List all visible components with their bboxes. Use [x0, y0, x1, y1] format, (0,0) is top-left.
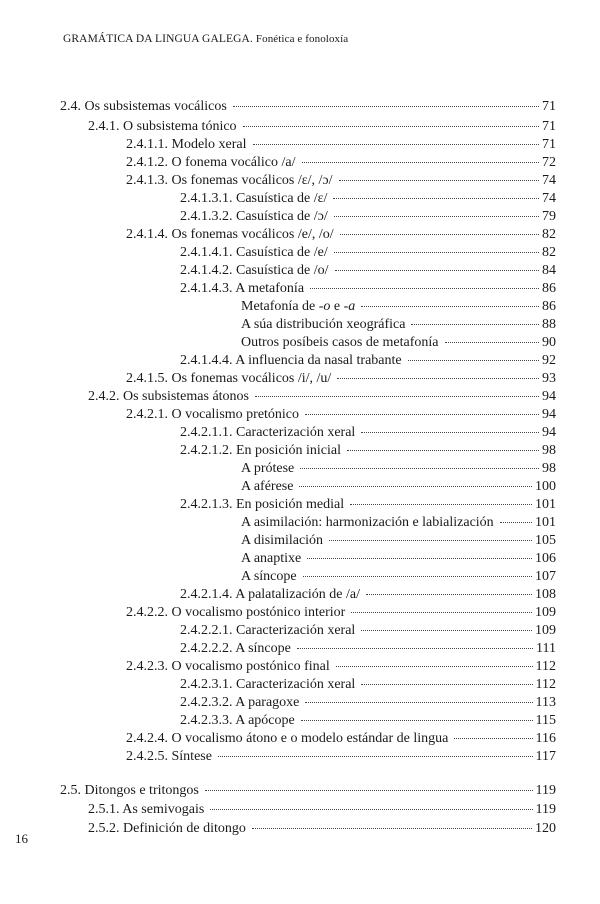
toc-entry-label: 2.4.2.3. O vocalismo postónico final — [126, 659, 330, 674]
toc-entry-label: 2.4.2.2.1. Caracterización xeral — [180, 623, 356, 638]
toc-entry-page: 120 — [535, 821, 556, 836]
running-head-title: GRAMÁTICA DA LINGUA GALEGA. — [63, 33, 253, 45]
toc-entry-page: 71 — [542, 137, 556, 152]
toc-entry-page: 108 — [535, 587, 556, 602]
leader-dots — [411, 324, 539, 325]
toc-entry-page: 86 — [542, 299, 556, 314]
toc-entry-2-4-2-1-4[interactable] — [180, 586, 556, 604]
toc-entry-2-4-2-5[interactable] — [126, 748, 556, 766]
leader-dots — [300, 468, 539, 469]
label-emphasis: -a — [343, 299, 356, 314]
toc-entry-page: 82 — [542, 227, 556, 242]
toc-entry-page: 115 — [535, 713, 556, 728]
leader-dots — [218, 756, 533, 757]
toc-entry-label: 2.4.1.4.4. A influencia da nasal trabante — [180, 353, 402, 368]
toc-entry-label: 2.4. Os subsistemas vocálicos — [60, 99, 227, 114]
toc-entry-label: 2.4.1.3.2. Casuística de /ɔ/ — [180, 209, 328, 224]
toc-entry-page: 101 — [535, 497, 556, 512]
toc-entry-page: 84 — [542, 263, 556, 278]
leader-dots — [233, 106, 539, 107]
toc-entry-2-5-2[interactable] — [88, 820, 556, 838]
toc-entry-page: 92 — [542, 353, 556, 368]
toc-entry-2-4-2-3-1[interactable] — [180, 676, 556, 694]
toc-entry-label: 2.4.1.4.1. Casuística de /e/ — [180, 245, 328, 260]
leader-dots — [329, 540, 532, 541]
toc-entry-page: 117 — [535, 749, 556, 764]
toc-entry-page: 98 — [542, 461, 556, 476]
leader-dots — [334, 252, 539, 253]
toc-entry-page: 90 — [542, 335, 556, 350]
toc-entry-2-4[interactable] — [60, 98, 556, 116]
toc-entry-2-4-1-5[interactable] — [126, 370, 556, 388]
leader-dots — [303, 576, 532, 577]
toc-entry-2-4-2-3[interactable] — [126, 658, 556, 676]
toc-entry-2-4-1-4-3[interactable] — [180, 280, 556, 298]
toc-entry-2-4-2-1-2[interactable] — [180, 442, 556, 460]
toc-entry-page: 88 — [542, 317, 556, 332]
toc-entry-label: 2.4.2. Os subsistemas átonos — [88, 389, 249, 404]
toc-entry-label: 2.4.2.3.2. A paragoxe — [180, 695, 300, 710]
toc-entry-label: A súa distribución xeográfica — [241, 317, 406, 332]
toc-entry-page: 93 — [542, 371, 556, 386]
leader-dots — [302, 162, 539, 163]
toc-entry-label: 2.4.2.1.2. En posición inicial — [180, 443, 341, 458]
toc-entry-page: 116 — [535, 731, 556, 746]
leader-dots — [336, 666, 533, 667]
toc-entry-2-4-2[interactable] — [88, 388, 556, 406]
toc-entry-label: A asimilación: harmonización e labialización — [241, 515, 494, 530]
leader-dots — [334, 216, 539, 217]
leader-dots — [252, 828, 532, 829]
toc-entry-2-4-2-3-2[interactable] — [180, 694, 556, 712]
toc-entry-page: 94 — [542, 389, 556, 404]
toc-entry-distribucion[interactable] — [241, 316, 556, 334]
toc-entry-2-4-2-2-2[interactable] — [180, 640, 556, 658]
toc-entry-page: 74 — [542, 191, 556, 206]
toc-entry-page: 74 — [542, 173, 556, 188]
leader-dots — [305, 414, 539, 415]
leader-dots — [335, 270, 539, 271]
leader-dots — [351, 612, 532, 613]
label-text: e — [333, 299, 341, 314]
toc-entry-2-4-1-4[interactable] — [126, 226, 556, 244]
leader-dots — [366, 594, 532, 595]
leader-dots — [301, 720, 533, 721]
leader-dots — [408, 360, 539, 361]
toc-entry-page: 107 — [535, 569, 556, 584]
toc-entry-disimilacion[interactable] — [241, 532, 556, 550]
toc-entry-label: A aférese — [241, 479, 294, 494]
toc-entry-page: 98 — [542, 443, 556, 458]
leader-dots — [361, 432, 539, 433]
label-text: Metafonía de — [241, 299, 316, 314]
toc-entry-page: 119 — [535, 783, 556, 798]
toc-entry-2-4-2-2[interactable] — [126, 604, 556, 622]
toc-entry-sincope[interactable] — [241, 568, 556, 586]
leader-dots — [255, 396, 539, 397]
toc-entry-page: 82 — [542, 245, 556, 260]
toc-entry-label: 2.4.2.4. O vocalismo átono e o modelo estándar de lingua — [126, 731, 449, 746]
toc-entry-2-4-2-1-1[interactable] — [180, 424, 556, 442]
toc-entry-anaptixe[interactable] — [241, 550, 556, 568]
leader-dots — [333, 198, 539, 199]
running-head-subtitle: Fonética e fonoloxía — [255, 33, 349, 45]
toc-entry-label: 2.5.2. Definición de ditongo — [88, 821, 246, 836]
toc-entry-page: 79 — [542, 209, 556, 224]
leader-dots — [253, 144, 539, 145]
toc-entry-label: 2.4.1.3.1. Casuística de /ɛ/ — [180, 191, 328, 206]
toc-entry-2-4-1-4-1[interactable] — [180, 244, 556, 262]
toc-entry-metafonia-o-a[interactable] — [241, 298, 556, 316]
toc-entry-2-5-1[interactable] — [88, 801, 556, 819]
toc-entry-asimilacion[interactable] — [241, 514, 556, 532]
toc-entry-2-4-1-4-2[interactable] — [180, 262, 556, 280]
toc-entry-label: 2.4.2.2. O vocalismo postónico interior — [126, 605, 346, 620]
toc-entry-page: 112 — [535, 677, 556, 692]
toc-entry-label: 2.4.1.4. Os fonemas vocálicos /e/, /o/ — [126, 227, 334, 242]
toc-entry-2-4-2-1-3[interactable] — [180, 496, 556, 514]
toc-entry-label: 2.4.2.1.3. En posición medial — [180, 497, 345, 512]
toc-entry-page: 119 — [535, 802, 556, 817]
toc-entry-page: 106 — [535, 551, 556, 566]
toc-entry-label: A disimilación — [241, 533, 324, 548]
label-emphasis: -o — [318, 299, 331, 314]
toc-entry-label: 2.5. Ditongos e tritongos — [60, 783, 199, 798]
toc-entry-2-4-1-4-4[interactable] — [180, 352, 556, 370]
leader-dots — [310, 288, 539, 289]
toc-entry-2-4-2-4[interactable] — [126, 730, 556, 748]
toc-entry-label: A anaptixe — [241, 551, 302, 566]
leader-dots — [243, 126, 539, 127]
toc-entry-2-4-2-2-1[interactable] — [180, 622, 556, 640]
toc-entry-outros-casos[interactable] — [241, 334, 556, 352]
leader-dots — [337, 378, 539, 379]
toc-entry-page: 112 — [535, 659, 556, 674]
toc-entry-label: 2.4.1.1. Modelo xeral — [126, 137, 247, 152]
toc-entry-label: 2.4.1.4.2. Casuística de /o/ — [180, 263, 329, 278]
leader-dots — [361, 306, 539, 307]
toc-entry-protese[interactable] — [241, 460, 556, 478]
leader-dots — [205, 790, 533, 791]
toc-entry-label: 2.4.1.4.3. A metafonía — [180, 281, 305, 296]
leader-dots — [339, 180, 539, 181]
toc-entry-aferese[interactable] — [241, 478, 556, 496]
toc-entry-page: 71 — [542, 99, 556, 114]
toc-entry-2-4-1-3-2[interactable] — [180, 208, 556, 226]
toc-entry-page: 94 — [542, 407, 556, 422]
leader-dots — [305, 702, 532, 703]
leader-dots — [361, 630, 532, 631]
toc-entry-page: 100 — [535, 479, 556, 494]
toc-entry-label: 2.4.1. O subsistema tónico — [88, 119, 237, 134]
leader-dots — [445, 342, 539, 343]
toc-entry-page: 86 — [542, 281, 556, 296]
toc-entry-label: 2.4.2.1. O vocalismo pretónico — [126, 407, 300, 422]
toc-entry-label: 2.4.2.3.1. Caracterización xeral — [180, 677, 356, 692]
leader-dots — [340, 234, 539, 235]
toc-entry-2-4-1-1[interactable] — [126, 136, 556, 154]
leader-dots — [500, 522, 532, 523]
toc-entry-page: 71 — [542, 119, 556, 134]
toc-entry-label: A prótese — [241, 461, 295, 476]
leader-dots — [361, 684, 532, 685]
toc-entry-label: 2.4.2.1.1. Caracterización xeral — [180, 425, 356, 440]
page-number: 16 — [15, 831, 28, 846]
toc-entry-page: 109 — [535, 623, 556, 638]
toc-entry-page: 94 — [542, 425, 556, 440]
toc-entry-label: 2.4.2.3.3. A apócope — [180, 713, 295, 728]
toc-entry-page: 111 — [536, 641, 556, 656]
toc-entry-page: 109 — [535, 605, 556, 620]
toc-entry-page: 72 — [542, 155, 556, 170]
toc-entry-2-4-1[interactable] — [88, 118, 556, 136]
toc-entry-page: 101 — [535, 515, 556, 530]
toc-entry-page: 113 — [535, 695, 556, 710]
leader-dots — [307, 558, 532, 559]
leader-dots — [297, 648, 533, 649]
toc-entry-2-4-1-3-1[interactable] — [180, 190, 556, 208]
toc-entry-label: 2.4.2.5. Síntese — [126, 749, 212, 764]
running-head — [63, 33, 348, 45]
toc-entry-2-4-2-3-3[interactable] — [180, 712, 556, 730]
toc-entry-label: 2.4.1.3. Os fonemas vocálicos /ɛ/, /ɔ/ — [126, 173, 333, 188]
toc-entry-label: 2.4.2.1.4. A palatalización de /a/ — [180, 587, 361, 602]
toc-entry-2-4-2-1[interactable] — [126, 406, 556, 424]
toc-entry-2-4-1-2[interactable] — [126, 154, 556, 172]
toc-entry-label: 2.4.1.2. O fonema vocálico /a/ — [126, 155, 296, 170]
leader-dots — [350, 504, 532, 505]
leader-dots — [210, 809, 532, 810]
toc-entry-page: 105 — [535, 533, 556, 548]
toc-entry-2-5[interactable] — [60, 782, 556, 800]
toc-entry-label: 2.5.1. As semivogais — [88, 802, 205, 817]
leader-dots — [347, 450, 539, 451]
toc-entry-label: Outros posíbeis casos de metafonía — [241, 335, 439, 350]
toc-entry-label: A síncope — [241, 569, 297, 584]
leader-dots — [299, 486, 532, 487]
toc-entry-label: 2.4.2.2.2. A síncope — [180, 641, 291, 656]
toc-entry-2-4-1-3[interactable] — [126, 172, 556, 190]
toc-entry-label: 2.4.1.5. Os fonemas vocálicos /i/, /u/ — [126, 371, 332, 386]
leader-dots — [454, 738, 532, 739]
toc-entry-label — [241, 298, 355, 316]
